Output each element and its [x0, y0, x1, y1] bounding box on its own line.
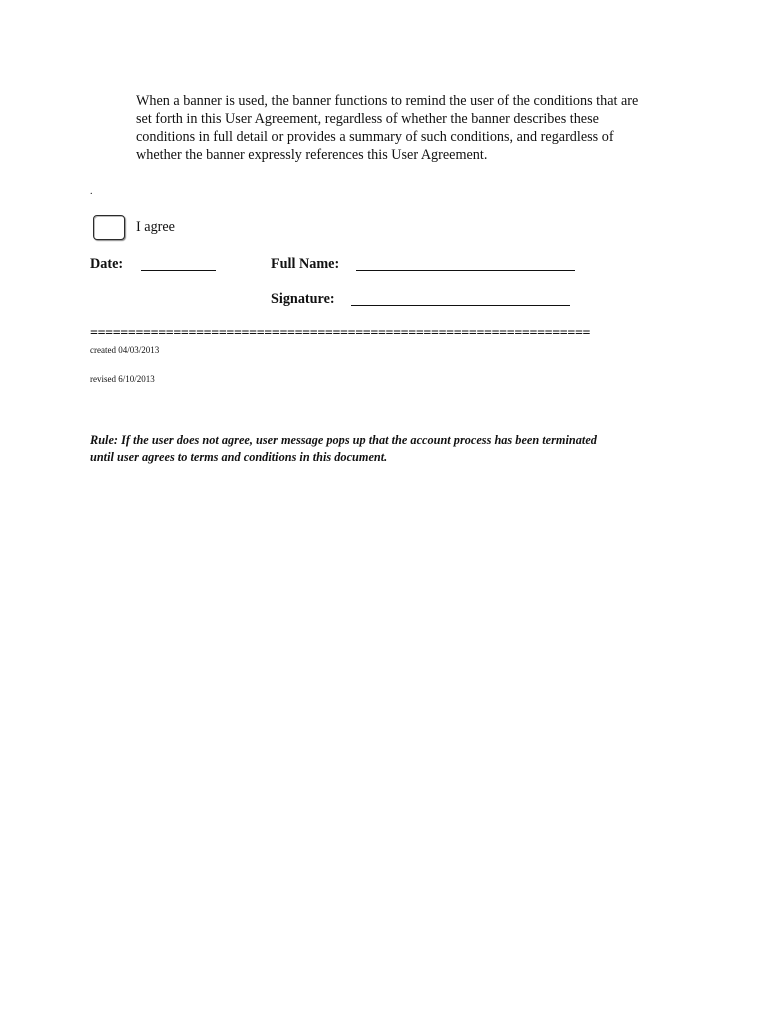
full-name-field[interactable] [356, 270, 575, 271]
paragraph-line: set forth in this User Agreement, regardless of whether the banner describes these [136, 111, 599, 127]
signature-field[interactable] [351, 305, 570, 306]
separator-line: ================================================================== [90, 326, 591, 341]
created-date: created 04/03/2013 [90, 345, 160, 355]
paragraph-line: whether the banner expressly references this User Agreement. [136, 147, 488, 163]
stray-mark: . [90, 186, 93, 197]
paragraph-line: conditions in full detail or provides a summary of such conditions, and regardless of [136, 129, 614, 145]
agree-checkbox[interactable] [93, 215, 125, 240]
date-field[interactable] [141, 270, 216, 271]
rule-line: until user agrees to terms and conditions in this document. [90, 450, 388, 464]
rule-note [90, 432, 710, 466]
agreement-paragraph [136, 92, 696, 164]
paragraph-line: When a banner is used, the banner functions to remind the user of the conditions that are [136, 93, 639, 109]
rule-line: Rule: If the user does not agree, user message pops up that the account process has been terminated [90, 433, 597, 447]
revised-date: revised 6/10/2013 [90, 374, 155, 384]
full-name-label: Full Name: [271, 256, 340, 272]
date-label: Date: [90, 256, 124, 272]
signature-label: Signature: [271, 291, 335, 307]
agree-label: I agree [136, 219, 175, 235]
